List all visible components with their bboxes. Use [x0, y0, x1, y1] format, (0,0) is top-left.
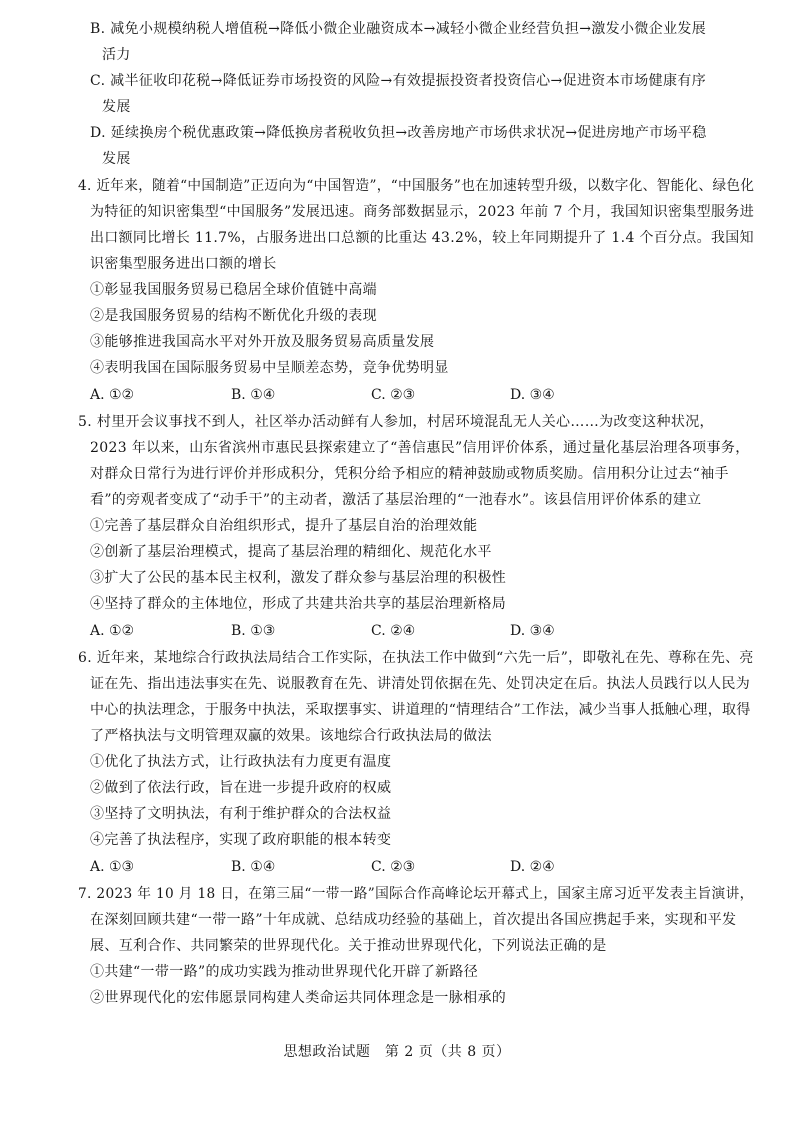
q6-options: [90, 857, 710, 877]
q3-option-c-line1: C. 减半征收印花税→降低证券市场投资的风险→有效提振投资者投资信心→促进资本市场健康有序: [90, 73, 707, 89]
q4-options: [90, 385, 710, 405]
q6-item-1: ①优化了执法方式，让行政执法有力度更有温度: [90, 754, 392, 770]
q7-item-2: ②世界现代化的宏伟愿景同构建人类命运共同体理念是一脉相承的: [90, 990, 507, 1006]
q4-item-3: ③能够推进我国高水平对外开放及服务贸易高质量发展: [90, 334, 435, 350]
q4-stem-line1: 4. 近年来，随着“中国制造”正迈向为“中国智造”，“中国服务”也在加速转型升级，以数字化、智能化、绿色化: [78, 178, 755, 194]
q4-option-c[interactable]: C. ②③: [371, 387, 416, 403]
q3-option-b-line2: 活力: [102, 47, 131, 63]
q4-item-1: ①彰显我国服务贸易已稳居全球价值链中高端: [90, 282, 377, 298]
q6-item-2: ②做到了依法行政，旨在进一步提升政府的权威: [90, 780, 392, 796]
q6-item-3: ③坚持了文明执法，有利于维护群众的合法权益: [90, 806, 392, 822]
q7-stem-line3: 展、互利合作、共同繁荣的世界现代化。关于推动世界现代化，下列说法正确的是: [90, 938, 607, 954]
page-footer: 思想政治试题 第 2 页（共 8 页）: [283, 1044, 511, 1060]
q5-item-3: ③扩大了公民的基本民主权利，激发了群众参与基层治理的积极性: [90, 570, 507, 586]
q4-option-b[interactable]: B. ①④: [231, 387, 276, 403]
q5-item-4: ④坚持了群众的主体地位，形成了共建共治共享的基层治理新格局: [90, 596, 507, 612]
q5-option-d[interactable]: D. ③④: [510, 623, 555, 639]
q6-option-c[interactable]: C. ②③: [371, 859, 416, 875]
q5-option-a[interactable]: A. ①②: [90, 623, 135, 639]
q5-stem-line2: 2023 年以来，山东省滨州市惠民县探索建立了“善信惠民”信用评价体系，通过量化基层治理各项事务，: [90, 440, 750, 456]
q6-option-b[interactable]: B. ①④: [231, 859, 276, 875]
q6-option-a[interactable]: A. ①③: [90, 859, 135, 875]
q3-option-c-line2: 发展: [102, 99, 131, 115]
q4-option-d[interactable]: D. ③④: [510, 387, 555, 403]
q5-item-2: ②创新了基层治理模式，提高了基层治理的精细化、规范化水平: [90, 544, 492, 560]
q7-stem-line2: 在深刻回顾共建“一带一路”十年成就、总结成功经验的基础上，首次提出各国应携起手来，实现和平发: [90, 912, 737, 928]
q7-stem-line1: 7. 2023 年 10 月 18 日，在第三届“一带一路”国际合作高峰论坛开幕式上，国家主席习近平发表主旨演讲，: [78, 886, 754, 902]
q5-stem-line4: 看”的旁观者变成了“动手干”的主动者，激活了基层治理的“一池春水”。该县信用评价体系的建立: [90, 492, 702, 508]
q7-item-1: ①共建“一带一路”的成功实践为推动世界现代化开辟了新路径: [90, 964, 479, 980]
q3-option-b-line1: B. 减免小规模纳税人增值税→降低小微企业融资成本→减轻小微企业经营负担→激发小微企业发展: [90, 21, 707, 37]
q6-option-d[interactable]: D. ②④: [510, 859, 555, 875]
q5-option-b[interactable]: B. ①③: [231, 623, 276, 639]
q5-item-1: ①完善了基层群众自治组织形式，提升了基层自治的治理效能: [90, 518, 478, 534]
q6-stem-line3: 中心的执法理念，于服务中执法，采取摆事实、讲道理的“情理结合”工作法，减少当事人抵触心理，取得: [90, 702, 751, 718]
q3-option-d-line2: 发展: [102, 151, 131, 167]
q6-stem-line2: 证在先、指出违法事实在先、说服教育在先、讲清处罚依据在先、处罚决定在后。执法人员践行以人民为: [90, 676, 751, 692]
q5-stem-line3: 对群众日常行为进行评价并形成积分，凭积分给予相应的精神鼓励或物质奖励。信用积分让过去“袖手: [90, 466, 729, 482]
q6-stem-line4: 了严格执法与文明管理双赢的效果。该地综合行政执法局的做法: [90, 728, 492, 744]
q5-options: [90, 621, 710, 641]
q4-item-2: ②是我国服务贸易的结构不断优化升级的表现: [90, 308, 377, 324]
q4-stem-line3: 出口额同比增长 11.7%，占服务进出口总额的比重达 43.2%，较上年同期提升了 1.4 个百分点。我国知: [90, 230, 754, 246]
q6-stem-line1: 6. 近年来，某地综合行政执法局结合工作实际，在执法工作中做到“六先一后”，即敬礼在先、尊称在先、亮: [78, 650, 754, 666]
q4-stem-line4: 识密集型服务进出口额的增长: [90, 256, 277, 272]
q4-item-4: ④表明我国在国际服务贸易中呈顺差态势，竞争优势明显: [90, 360, 449, 376]
q4-stem-line2: 为特征的知识密集型“中国服务”发展迅速。商务部数据显示，2023 年前 7 个月，我国知识密集型服务进: [90, 204, 755, 220]
q4-option-a[interactable]: A. ①②: [90, 387, 135, 403]
q6-item-4: ④完善了执法程序，实现了政府职能的根本转变: [90, 832, 392, 848]
q3-option-d-line1: D. 延续换房个税优惠政策→降低换房者税收负担→改善房地产市场供求状况→促进房地产市场平稳: [90, 125, 707, 141]
q5-option-c[interactable]: C. ②④: [371, 623, 416, 639]
q5-stem-line1: 5. 村里开会议事找不到人，社区举办活动鲜有人参加，村居环境混乱无人关心……为改变这种状况，: [78, 414, 714, 430]
